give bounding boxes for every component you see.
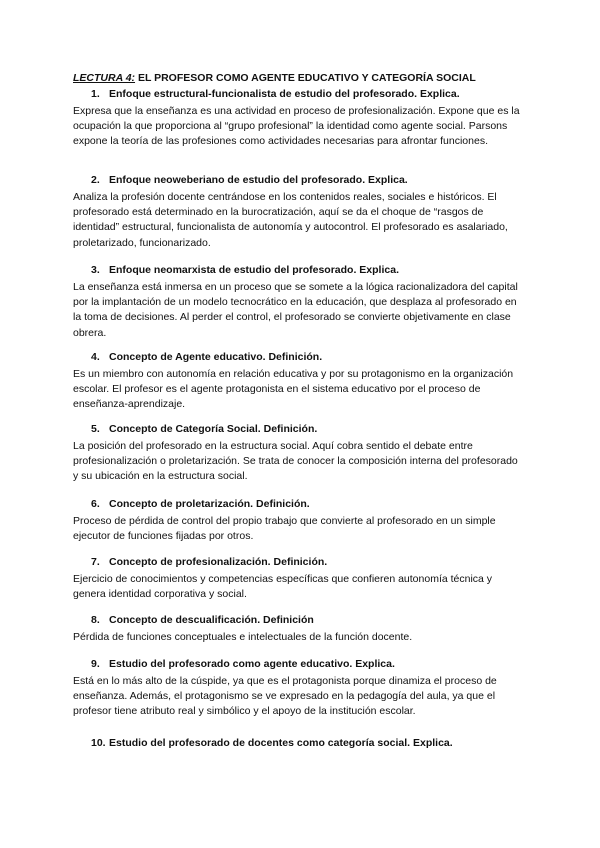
- section-7: [73, 555, 525, 602]
- section-heading-text: Estudio del profesorado como agente educativo. Explica.: [109, 658, 395, 670]
- section-heading-text: Enfoque neomarxista de estudio del profesorado. Explica.: [109, 264, 399, 276]
- section-5: [73, 422, 525, 485]
- section-body: Está en lo más alto de la cúspide, ya que es el protagonista porque dinamiza el proceso de enseñanza. Además, el protagonismo se ve expresado en la pedagogía del aula, ya que el profesor tiene atributo real y simbólico y el apoyo de la institución escolar.: [73, 675, 497, 718]
- section-6: [73, 497, 525, 544]
- section-number: 7.: [91, 556, 100, 568]
- section-body: Pérdida de funciones conceptuales e intelectuales de la función docente.: [73, 631, 413, 643]
- section-heading-text: Enfoque neoweberiano de estudio del profesorado. Explica.: [109, 174, 408, 186]
- section-heading: [91, 736, 525, 751]
- section-4: [73, 350, 525, 413]
- section-1: [73, 87, 525, 150]
- section-heading: [91, 422, 525, 437]
- section-heading-text: Concepto de proletarización. Definición.: [109, 498, 310, 510]
- section-heading-text: Concepto de Categoría Social. Definición.: [109, 423, 318, 435]
- section-heading-text: Enfoque estructural-funcionalista de estudio del profesorado. Explica.: [109, 88, 460, 100]
- section-body: Expresa que la enseñanza es una actividad en proceso de profesionalización. Expone que es la ocupación la que proporciona al “grupo profesional” la identidad como agente social. Parsons expone la teoría de las profesiones como actividades necesarias para afrontar funciones.: [73, 105, 520, 148]
- section-number: 5.: [91, 423, 100, 435]
- section-number: 3.: [91, 264, 100, 276]
- section-heading-text: Concepto de profesionalización. Definición.: [109, 556, 328, 568]
- section-heading: [91, 263, 525, 278]
- section-heading: [91, 555, 525, 570]
- section-heading: [91, 657, 525, 672]
- section-9: [73, 657, 525, 720]
- section-body: Analiza la profesión docente centrándose en los contenidos reales, sociales e históricos. El profesorado está determinado en la burocratización, aquí se da el choque de “rasgos de identidad” estructural, funcionalista de autonomía y autocontrol. El profesorado es asalariado, proletarizado, funcionarizado.: [73, 191, 508, 249]
- section-body: La posición del profesorado en la estructura social. Aquí cobra sentido el debate entre profesionalización o proletarización. Se trata de conocer la composición interna del profesorado y su ubicación en la estructura social.: [73, 440, 518, 483]
- section-heading: [91, 350, 525, 365]
- section-heading: [91, 613, 525, 628]
- section-body: Proceso de pérdida de control del propio trabajo que convierte al profesorado en un simple ejecutor de funciones fijadas por otros.: [73, 515, 496, 543]
- section-heading: [91, 87, 525, 102]
- section-body: Ejercicio de conocimientos y competencias específicas que confieren autonomía técnica y genera identidad corporativa y social.: [73, 573, 493, 601]
- section-body: La enseñanza está inmersa en un proceso que se somete a la lógica racionalizadora del capital por la implantación de un modelo tecnocrático en la educación, que desplaza al profesorado en la toma de decisiones. Al perder el control, el profesorado se convierte objetivamente en clase obrera.: [73, 281, 518, 339]
- lectura-label: LECTURA 4:: [73, 72, 136, 84]
- section-10: [73, 736, 525, 753]
- page-title: [73, 72, 476, 84]
- section-number: 2.: [91, 174, 100, 186]
- section-number: 4.: [91, 351, 100, 363]
- section-heading-text: Concepto de Agente educativo. Definición.: [109, 351, 323, 363]
- title-text: EL PROFESOR COMO AGENTE EDUCATIVO Y CATEGORÍA SOCIAL: [137, 72, 476, 84]
- section-number: 6.: [91, 498, 100, 510]
- section-number: 10.: [91, 737, 106, 749]
- section-heading: [91, 173, 525, 188]
- section-heading: [91, 497, 525, 512]
- section-2: [73, 173, 525, 251]
- section-number: 8.: [91, 614, 100, 626]
- section-number: 1.: [91, 88, 100, 100]
- section-number: 9.: [91, 658, 100, 670]
- section-3: [73, 263, 525, 341]
- section-8: [73, 613, 525, 645]
- section-heading-text: Concepto de descualificación. Definición: [109, 614, 314, 626]
- section-body: Es un miembro con autonomía en relación educativa y por su protagonismo en la organización escolar. El profesor es el agente protagonista en el sistema educativo por el proceso de enseñanza-aprendizaje.: [73, 368, 514, 411]
- section-heading-text: Estudio del profesorado de docentes como categoría social. Explica.: [109, 737, 453, 749]
